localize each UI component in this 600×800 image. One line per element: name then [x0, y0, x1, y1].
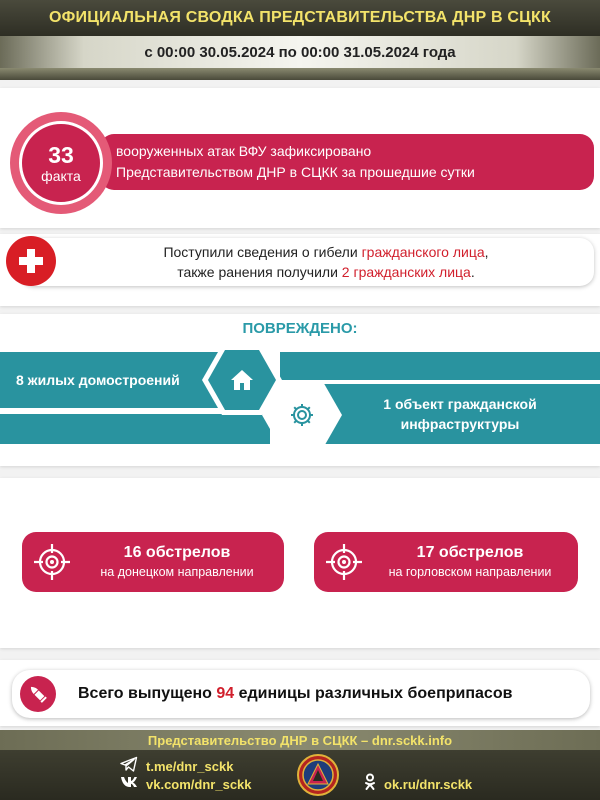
casualty-deaths: гражданского лица — [361, 244, 485, 260]
footer-site-link[interactable]: Представительство ДНР в СЦКК – dnr.sckk.info — [147, 732, 453, 748]
attacks-line-1: вооруженных атак ВФУ зафиксировано — [116, 143, 372, 159]
emblem-icon — [297, 754, 339, 796]
attacks-count-ring — [19, 121, 103, 205]
ammo-prefix: Всего выпущено — [78, 685, 217, 702]
ok-text: ok.ru/dnr.sckk — [384, 777, 473, 792]
casualty-line-2 — [177, 262, 474, 282]
shelling-donetsk-count: 16 обстрелов — [123, 544, 231, 561]
attacks-count-badge — [10, 112, 112, 214]
vk-icon — [120, 775, 138, 793]
damaged-band-top-right — [280, 352, 600, 380]
damaged-band-bottom-left — [0, 414, 270, 444]
attacks-count-label: факта — [41, 168, 81, 184]
header-bar — [0, 0, 600, 36]
casualty-line-1-prefix: Поступили сведения о гибели — [163, 244, 362, 260]
ammo-total — [78, 685, 512, 703]
vk-link[interactable] — [120, 776, 252, 792]
shelling-gorlovka-count: 17 обстрелов — [416, 544, 524, 561]
casualty-line-1-suffix: , — [484, 244, 489, 260]
shelling-donetsk-direction: на донецком направлении — [100, 565, 254, 579]
damaged-infra-line-1: 1 объект гражданской — [383, 396, 537, 412]
damaged-item-infrastructure — [320, 384, 600, 444]
shelling-gorlovka — [314, 532, 578, 592]
ok-link[interactable] — [364, 773, 472, 796]
attacks-line-2: Представительством ДНР в СЦКК за прошедшие сутки — [116, 164, 475, 180]
social-links-left — [120, 758, 252, 792]
damaged-item-houses — [0, 352, 230, 408]
date-range: с 00:00 30.05.2024 по 00:00 31.05.2024 года — [144, 43, 456, 61]
telegram-text: t.me/dnr_sckk — [146, 758, 234, 774]
shelling-gorlovka-direction: на горловском направлении — [388, 565, 552, 579]
damaged-houses-label: 8 жилых домостроений — [16, 372, 180, 388]
footer-band — [0, 730, 600, 750]
medical-cross-icon — [6, 236, 56, 286]
casualties-banner — [20, 238, 594, 286]
casualty-injuries: 2 гражданских лица — [341, 264, 471, 280]
ammo-suffix: единицы различных боеприпасов — [234, 685, 513, 702]
casualty-line-1 — [163, 242, 488, 262]
target-icon — [26, 542, 78, 582]
target-icon — [318, 542, 370, 582]
telegram-link[interactable] — [120, 758, 252, 774]
attacks-count: 33 — [48, 142, 74, 168]
damaged-infra-line-2: инфраструктуры — [400, 416, 520, 432]
telegram-icon — [120, 756, 138, 777]
damaged-title: ПОВРЕЖДЕНО: — [242, 320, 358, 337]
odnoklassniki-icon — [364, 773, 376, 796]
report-title: ОФИЦИАЛЬНАЯ СВОДКА ПРЕДСТАВИТЕЛЬСТВА ДНР В СЦКК — [49, 9, 551, 26]
ammo-banner — [12, 670, 590, 718]
ammo-number: 94 — [216, 685, 235, 702]
casualty-line-2-suffix: . — [470, 264, 475, 280]
casualty-line-2-prefix: также ранения получили — [177, 264, 342, 280]
date-bar — [0, 36, 600, 68]
header-divider — [0, 68, 600, 80]
shelling-donetsk — [22, 532, 284, 592]
attacks-banner — [100, 134, 594, 190]
vk-text: vk.com/dnr_sckk — [146, 776, 252, 792]
bullet-icon — [20, 676, 56, 712]
